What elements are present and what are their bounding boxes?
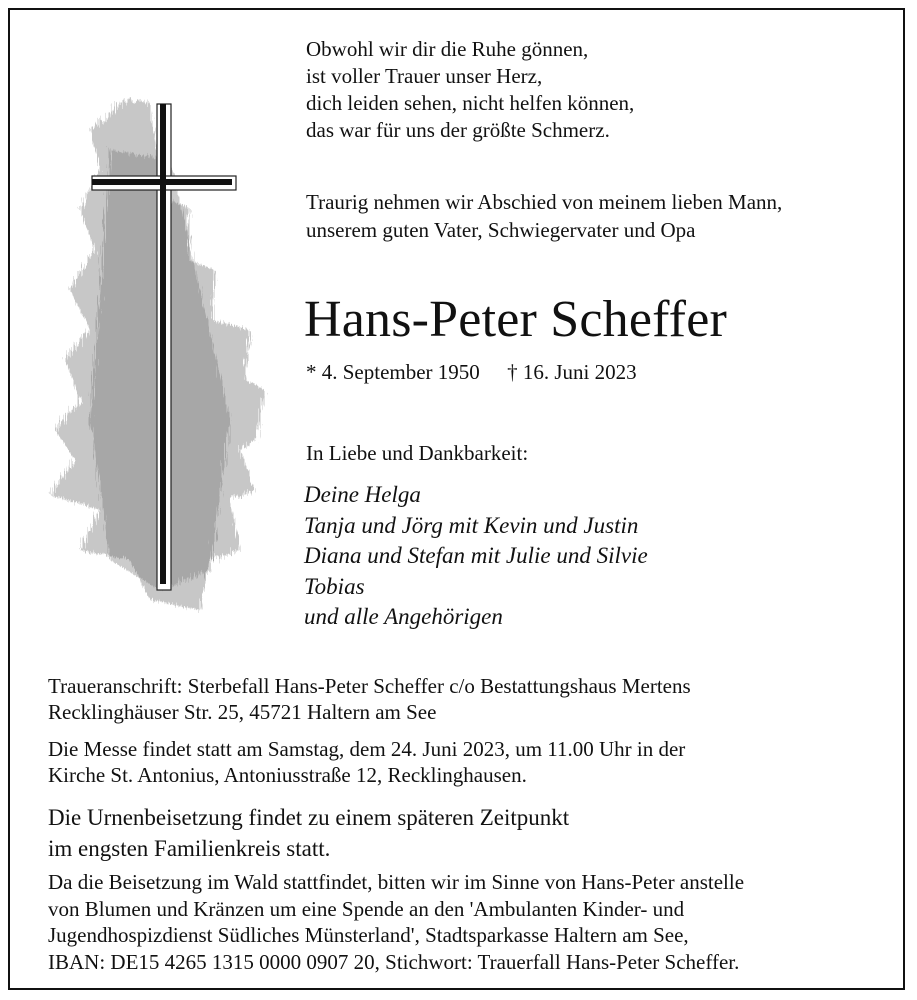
- poem-line: Obwohl wir dir die Ruhe gönnen,: [306, 37, 589, 61]
- intro-line: unserem guten Vater, Schwiegervater und Opa: [306, 218, 696, 242]
- family-line: und alle Angehörigen: [304, 604, 503, 629]
- mass-info: [48, 736, 685, 788]
- burial-line: im engsten Familienkreis statt.: [48, 836, 331, 861]
- cross-icon: [40, 90, 285, 620]
- donation-line: von Blumen und Kränzen um eine Spende an den 'Ambulanten Kinder- und: [48, 896, 685, 921]
- family-line: Deine Helga: [304, 482, 421, 507]
- life-dates: [306, 359, 637, 385]
- farewell-intro: [306, 188, 782, 244]
- obituary-notice: [8, 8, 905, 990]
- burial-info: [48, 802, 569, 864]
- family-line: Tobias: [304, 573, 365, 599]
- intro-line: Traurig nehmen wir Abschied von meinem lieben Mann,: [306, 190, 783, 214]
- family-line: Tanja und Jörg mit Kevin und Justin: [304, 512, 639, 538]
- birth-date: * 4. September 1950: [306, 360, 480, 384]
- burial-line: Die Urnenbeisetzung findet zu einem späteren Zeitpunkt: [48, 805, 570, 830]
- thanks-line: In Liebe und Dankbarkeit:: [306, 441, 529, 465]
- family-line: Diana und Stefan mit Julie und Silvie: [304, 543, 648, 568]
- poem-line: dich leiden sehen, nicht helfen können,: [306, 91, 635, 115]
- mass-line: Die Messe findet statt am Samstag, dem 24. Juni 2023, um 11.00 Uhr in der: [48, 737, 686, 761]
- address-line: Traueranschrift: Sterbefall Hans-Peter Scheffer c/o Bestattungshaus Mertens: [48, 674, 691, 698]
- poem: [306, 36, 634, 144]
- family-signatures: [304, 480, 648, 633]
- donation-info: [48, 869, 744, 975]
- poem-line: ist voller Trauer unser Herz,: [306, 64, 543, 88]
- death-date: † 16. Juni 2023: [507, 360, 637, 384]
- mourning-address: [48, 673, 691, 725]
- donation-line: Jugendhospizdienst Südliches Münsterland', Stadtsparkasse Haltern am See,: [48, 923, 689, 947]
- mass-line: Kirche St. Antonius, Antoniusstraße 12, Recklinghausen.: [48, 763, 527, 787]
- donation-line: Da die Beisetzung im Wald stattfindet, bitten wir im Sinne von Hans-Peter anstelle: [48, 870, 745, 894]
- poem-line: das war für uns der größte Schmerz.: [306, 118, 610, 142]
- address-line: Recklinghäuser Str. 25, 45721 Haltern am See: [48, 700, 437, 724]
- deceased-name: Hans-Peter Scheffer: [304, 291, 727, 348]
- donation-line: IBAN: DE15 4265 1315 0000 0907 20, Stichwort: Trauerfall Hans-Peter Scheffer.: [48, 949, 740, 974]
